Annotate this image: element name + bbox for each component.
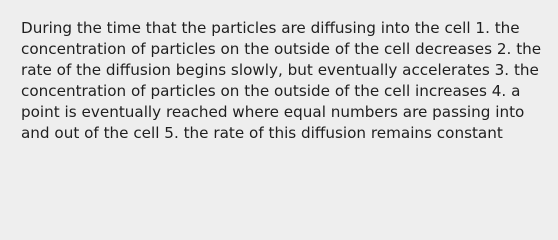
question-text: During the time that the particles are diffusing into the cell 1. the concentration of particles on the outside of the cell decreases 2. the rate of the diffusion begins slowly, but eventually accelerates 3. the concentration of particles on the outside of the cell increases 4. a point is eventually reached where equal numbers are passing into and out of the cell 5. the rate of this diffusion remains constant (21, 19, 542, 142)
